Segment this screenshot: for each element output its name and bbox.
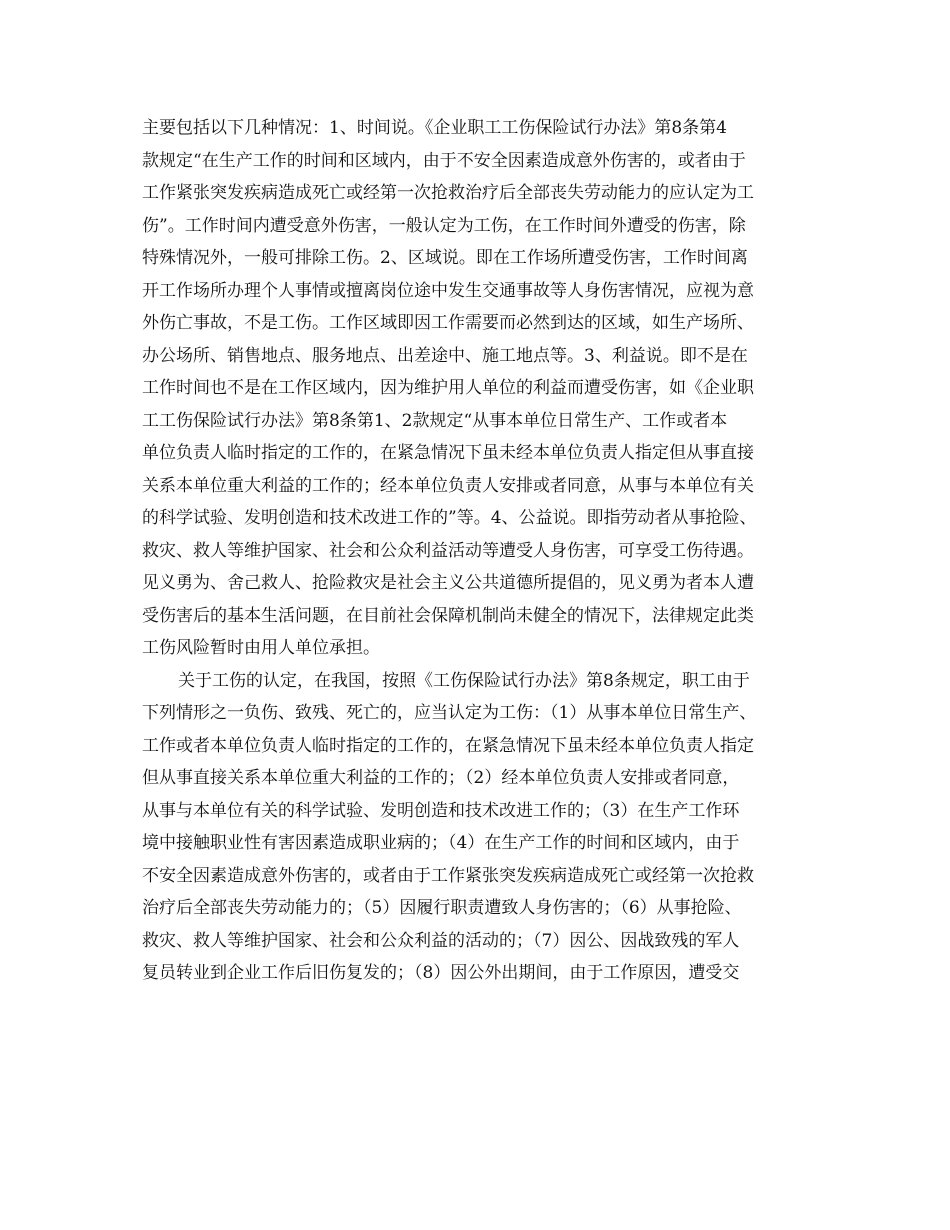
- text-line: 单位负责人临时指定的工作的，在紧急情况下虽未经本单位负责人指定但从事直接: [142, 443, 754, 463]
- text-line: 伤”。工作时间内遭受意外伤害，一般认定为工伤，在工作时间外遭受的伤害，除: [142, 215, 746, 236]
- text-line: 工作或者本单位负责人临时指定的工作的，在紧急情况下虽未经本单位负责人指定: [142, 735, 754, 756]
- text-line: 款规定“在生产工作的时间和区域内，由于不安全因素造成意外伤害的，或者由于: [142, 150, 746, 171]
- text-line-first: 关于工伤的认定，在我国，按照《工伤保险试行办法》第8条规定，职工由于: [178, 670, 750, 691]
- text-line: 关系本单位重大利益的工作的；经本单位负责人安排或者同意，从事与本单位有关: [142, 475, 754, 496]
- text-line: 工工伤保险试行办法》第8条第1、2款规定“从事本单位日常生产、工作或者本: [142, 410, 728, 431]
- text-line: 工作紧张突发疾病造成死亡或经第一次抢救治疗后全部丧失劳动能力的应认定为工: [142, 183, 754, 203]
- text-line: 办公场所、销售地点、服务地点、出差途中、施工地点等。3、利益说。即不是在: [142, 345, 748, 366]
- text-line: 不安全因素造成意外伤害的，或者由于工作紧张突发疾病造成死亡或经第一次抢救: [142, 865, 754, 886]
- text-line: 的科学试验、发明创造和技术改进工作的”等。4、公益说。即指劳动者从事抢险、: [142, 508, 757, 528]
- text-line: 工作时间也不是在工作区域内，因为维护用人单位的利益而遭受伤害，如《企业职: [142, 378, 754, 398]
- text-line: 外伤亡事故，不是工伤。工作区域即因工作需要而必然到达的区域，如生产场所、: [142, 313, 754, 333]
- text-line: 工伤风险暂时由用人单位承担。: [142, 638, 380, 658]
- text-line: 复员转业到企业工作后旧伤复发的；（8）因公外出期间，由于工作原因，遭受交: [142, 963, 740, 983]
- text-line: 境中接触职业性有害因素造成职业病的；（4）在生产工作的时间和区域内，由于: [142, 833, 740, 853]
- text-line: 救灾、救人等维护国家、社会和公众利益活动等遭受人身伤害，可享受工伤待遇。: [142, 540, 754, 561]
- text-line: 受伤害后的基本生活问题，在目前社会保障机制尚未健全的情况下，法律规定此类: [142, 605, 754, 626]
- text-line: 从事与本单位有关的科学试验、发明创造和技术改进工作的；（3）在生产工作环: [142, 800, 740, 821]
- text-line: 但从事直接关系本单位重大利益的工作的；（2）经本单位负责人安排或者同意，: [142, 768, 740, 788]
- text-line: 见义勇为、舍己救人、抢险救灾是社会主义公共道德所提倡的，见义勇为者本人遭: [142, 573, 754, 593]
- text-line: 特殊情况外，一般可排除工伤。2、区域说。即在工作场所遭受伤害，工作时间离: [142, 248, 748, 268]
- text-line: 救灾、救人等维护国家、社会和公众利益的活动的；（7）因公、因战致残的军人: [142, 930, 740, 951]
- text-line: 主要包括以下几种情况：1、时间说。《企业职工工伤保险试行办法》第8条第4: [142, 118, 727, 138]
- paragraph-2: [142, 665, 822, 990]
- text-line: 下列情形之一负伤、致残、死亡的，应当认定为工伤：（1）从事本单位日常生产、: [142, 703, 757, 723]
- text-line: 治疗后全部丧失劳动能力的；（5）因履行职责遭致人身伤害的；（6）从事抢险、: [142, 898, 742, 918]
- text-line: 开工作场所办理个人事情或擅离岗位途中发生交通事故等人身伤害情况，应视为意: [142, 280, 754, 301]
- document-body: [142, 112, 822, 990]
- paragraph-1: [142, 112, 822, 665]
